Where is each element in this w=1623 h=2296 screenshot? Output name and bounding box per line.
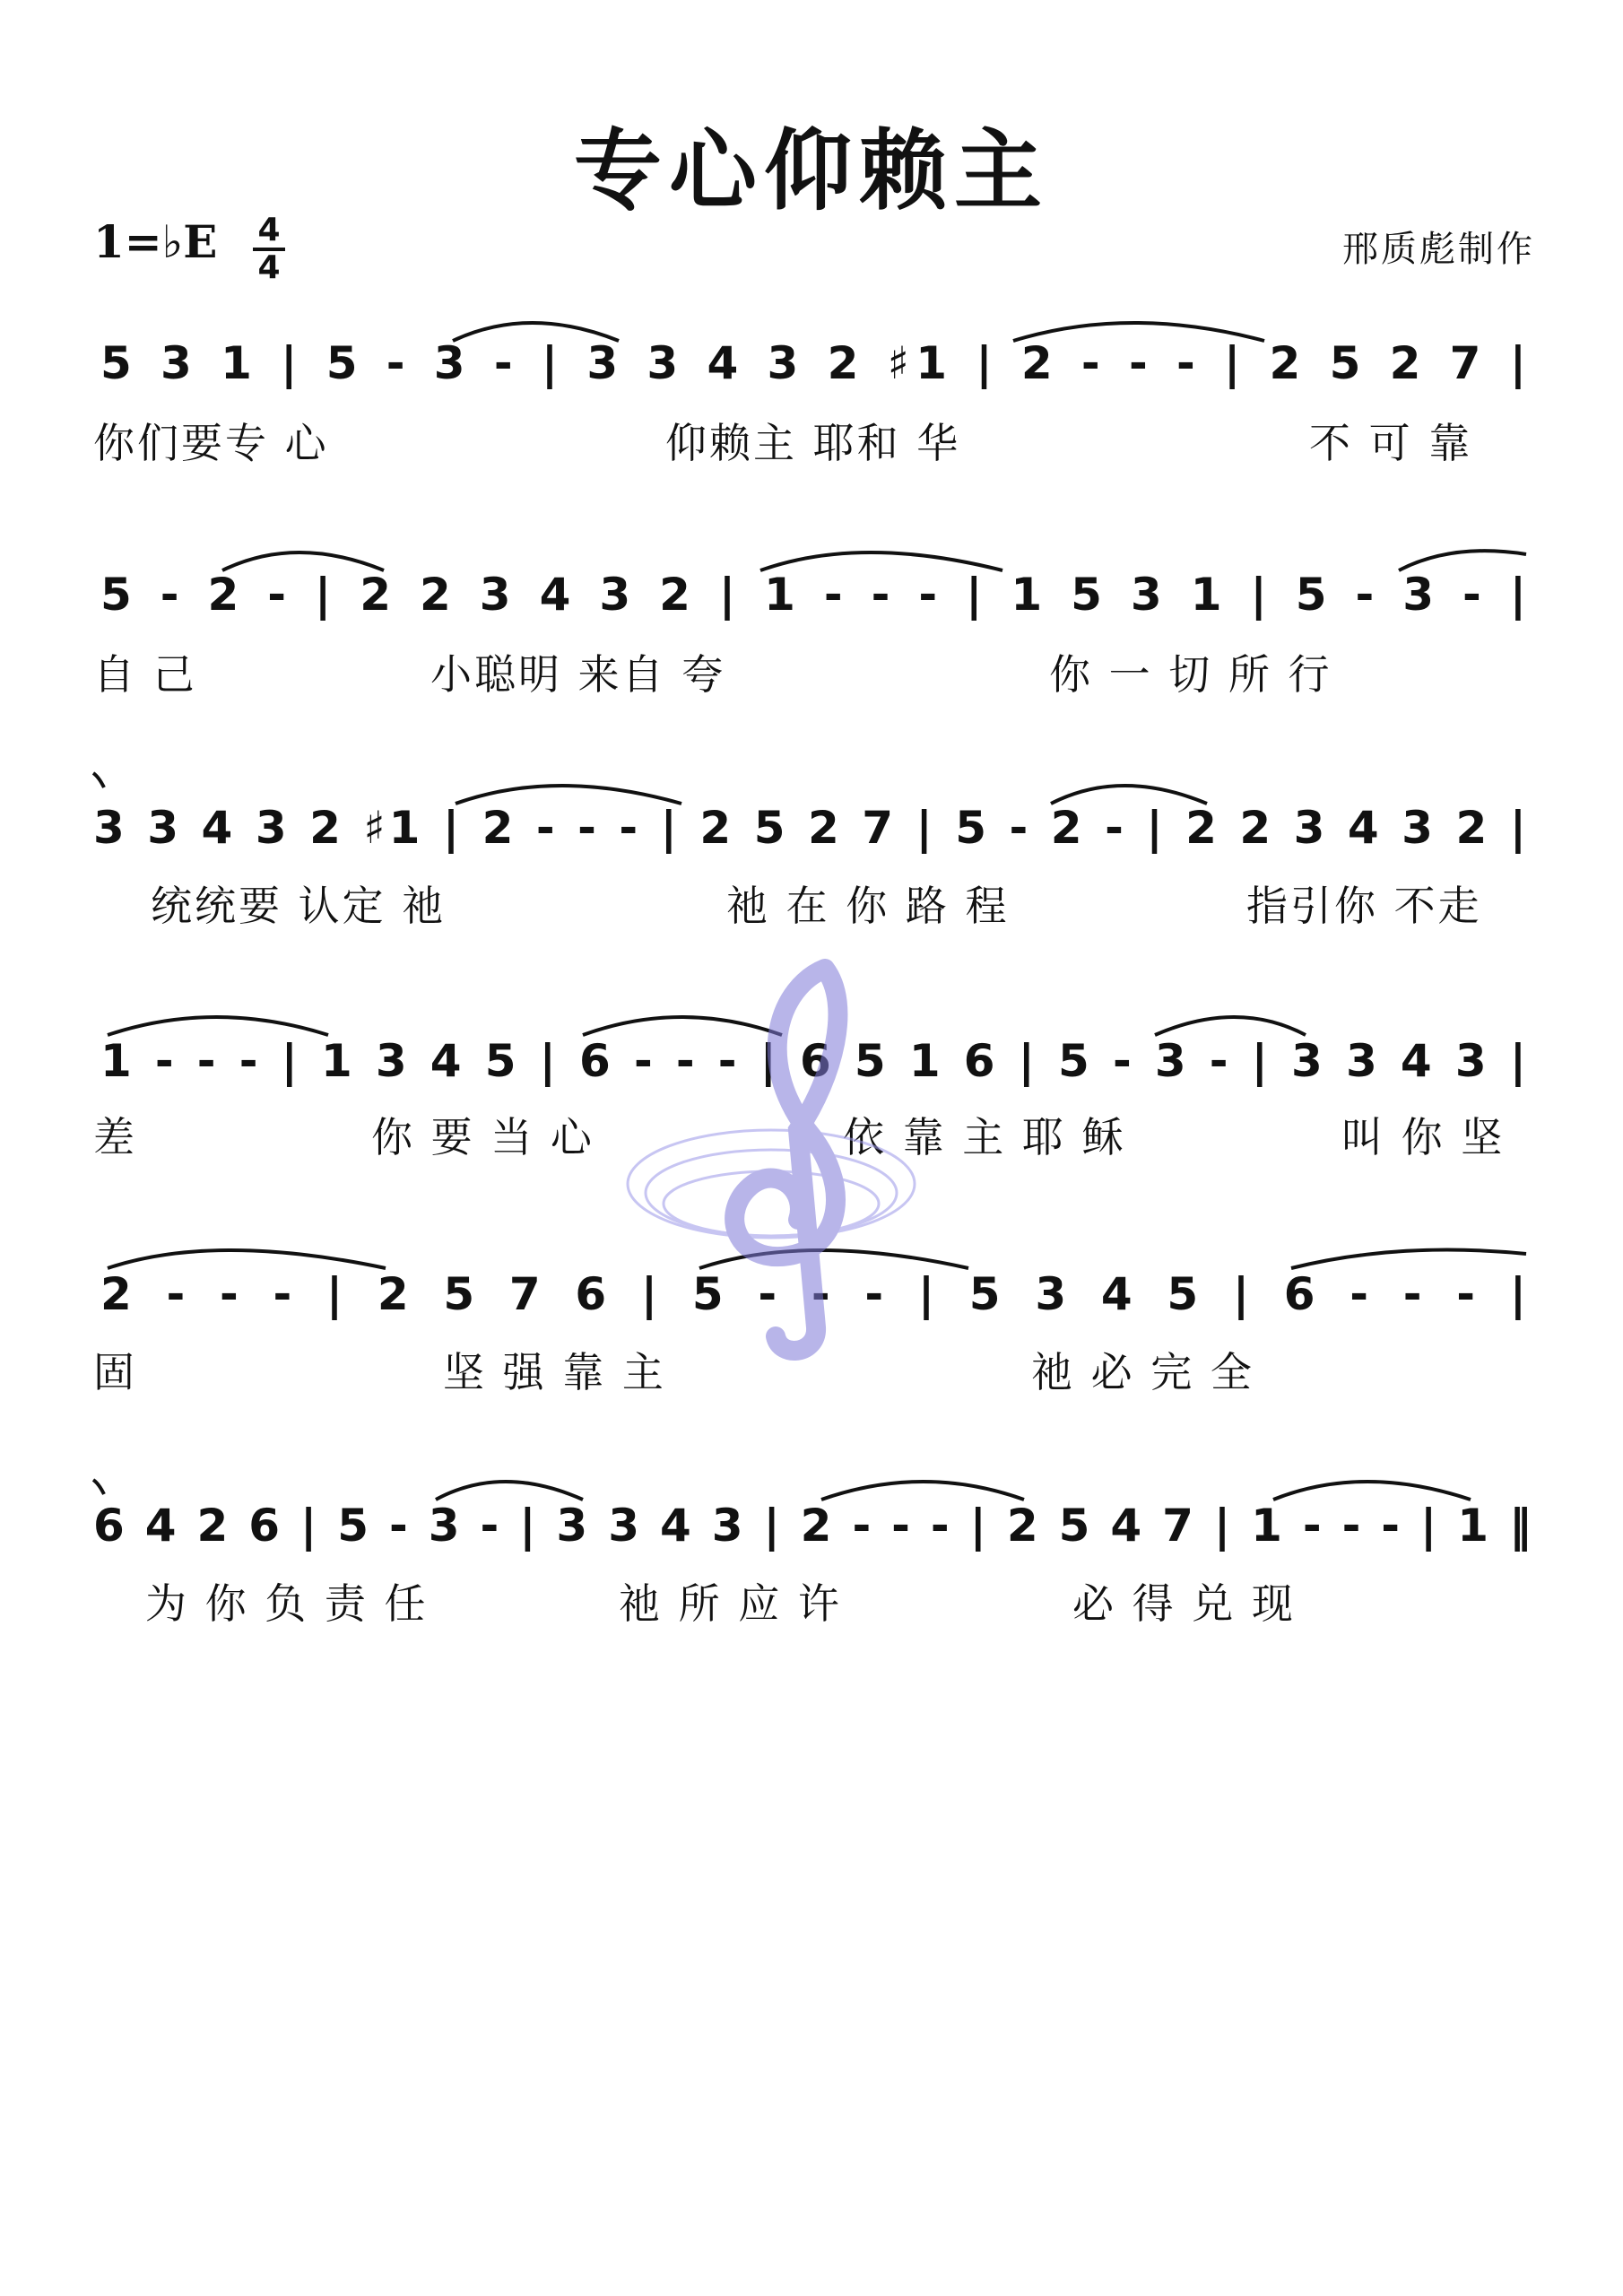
lyric-line-5-a: 固 (93, 1348, 137, 1396)
time-signature-top: 4 (257, 212, 281, 248)
lyric-line-3-b: 祂 在 你 路 程 (726, 882, 1010, 930)
treble-clef-icon (619, 951, 995, 1363)
lyric-line-1-c: 不 可 靠 (1309, 419, 1473, 467)
credit-text: 邢质彪制作 (1342, 229, 1535, 270)
notation-line-5: 2 - - - | 2 5 7 6 | 5 - - - | 5 3 4 5 | 6 - - - | (100, 1268, 1526, 1320)
lyric-line-6-a: 为 你 负 责 任 (145, 1579, 429, 1628)
lyric-line-4-d: 叫 你 坚 (1341, 1113, 1506, 1161)
lyric-line-5-c: 祂 必 完 全 (1031, 1348, 1254, 1396)
lyric-line-4-b: 你 要 当 心 (371, 1113, 595, 1161)
lyric-line-4-c: 依 靠 主 耶 稣 (843, 1113, 1126, 1161)
lyric-line-3-c: 指引你 不走 (1246, 882, 1482, 930)
lyric-line-4-a: 差 (93, 1113, 137, 1161)
lyric-line-5-b: 坚 强 靠 主 (443, 1348, 666, 1396)
song-title: 专心仰赖主 (573, 119, 1049, 222)
notation-line-4: 1 - - - | 1 3 4 5 | 6 - - - | 6 5 1 6 | 5 - 3 - | 3 3 4 3 | (100, 1035, 1526, 1087)
key-signature: 1=♭E (93, 215, 218, 268)
lyric-line-2-b: 小聪明 来自 夸 (430, 650, 726, 699)
lyric-line-3-a: 统统要 认定 祂 (151, 882, 447, 930)
lyric-line-1-b: 仰赖主 耶和 华 (665, 419, 961, 467)
lyric-line-6-b: 祂 所 应 许 (619, 1579, 842, 1628)
notation-line-1: 5 3 1 | 5 - 3 - | 3 3 4 3 2 ♯1 | 2 - - - | 2 5 2 7 | (100, 337, 1527, 389)
notation-line-3: 3 3 4 3 2 ♯1 | 2 - - - | 2 5 2 7 | 5 - 2 - | 2 2 3 4 3 2 | (93, 802, 1526, 854)
notation-line-6: 6 4 2 6 | 5 - 3 - | 3 3 4 3 | 2 - - - | 2 5 4 7 | 1 - - - | 1 ‖ (93, 1500, 1532, 1552)
lyric-line-2-a: 自 己 (93, 650, 197, 699)
lyric-line-1-a: 你们要专 心 (93, 419, 329, 467)
time-signature-bottom: 4 (257, 249, 281, 286)
lyric-line-6-c: 必 得 兑 现 (1072, 1579, 1296, 1628)
lyric-line-2-c: 你 一 切 所 行 (1049, 650, 1332, 699)
notation-line-2: 5 - 2 - | 2 2 3 4 3 2 | 1 - - - | 1 5 3 1 | 5 - 3 - | (100, 569, 1526, 621)
